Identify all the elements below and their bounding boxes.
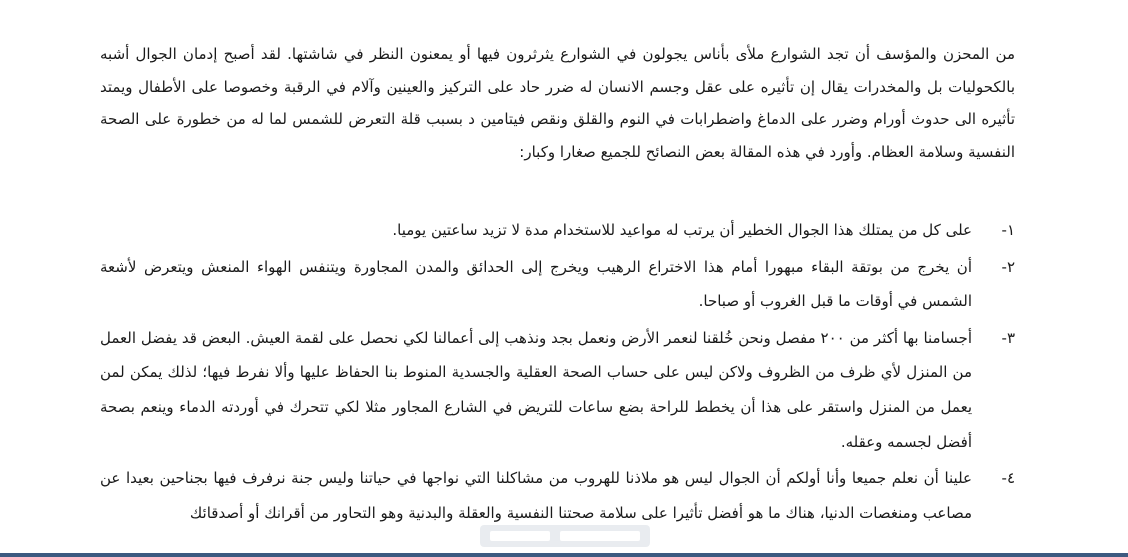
list-item-number: ٤- <box>1001 469 1015 488</box>
list-item-text[interactable]: أن يخرج من بوتقة البقاء مبهورا أمام هذا الاختراع الرهيب ويخرج إلى الحدائق والمدن المجاورة ويتنفس الهواء المنعش ويتعرض لأشعة الشمس في أوقات ما قبل الغروب أو صباحا. <box>100 257 972 311</box>
list-item[interactable] <box>100 213 1015 248</box>
list-item-text[interactable]: علينا أن نعلم جميعا وأنا أولكم أن الجوال ليس هو ملاذنا للهروب من مشاكلنا التي نواجها في حياتنا وليس جنة نرفرف فيها بجناحين بعيدا عن مصاعب ومنغصات الدنيا، هناك ما هو أفضل تأثيرا على سلامة صحتنا النفسية والعقلة والبدنية وهو التحاور من أقرانك أو أصدقائك <box>100 469 972 522</box>
list-item-number: ٣- <box>1001 328 1015 347</box>
list-item[interactable] <box>100 321 1015 459</box>
window-bottom-border <box>0 553 1128 557</box>
list-item-text[interactable]: أجسامنا بها أكثر من ٢٠٠ مفصل ونحن خُلقنا لنعمر الأرض ونعمل بجد ونذهب إلى أعمالنا لكي نحصل على لقمة العيش. البعض قد يفضل العمل من المنزل لأي ظرف من الظروف ولاكن ليس على حساب الصحة العقلية والجسدية المنوط بنا الحفاظ عليها وألا نفرط فيها؛ لذلك يمكن لمن يعمل من المنزل واستقر على هذا أن يخطط للراحة بضع ساعات للتريض في الشارع المجاور مثلا لكي تتحرك في أوردته الدماء وينعم بصحة أفضل لجسمه وعقله. <box>100 328 972 451</box>
list-item[interactable] <box>100 461 1015 530</box>
list-item-number: ٢- <box>1001 257 1015 276</box>
list-item-text[interactable]: على كل من يمتلك هذا الجوال الخطير أن يرتب له مواعيد للاستخدام مدة لا تزيد ساعتين يوميا. <box>392 221 972 239</box>
advice-list <box>100 213 1015 532</box>
list-item-number: ١- <box>1001 221 1015 239</box>
list-item[interactable] <box>100 250 1015 319</box>
intro-text[interactable]: من المحزن والمؤسف أن تجد الشوارع ملأى بأناس يجولون في الشوارع يثرثرون فيها أو يمعنون النظر في شاشتها. لقد أصبح إدمان الجوال أشبه بالكحوليات بل والمخدرات يقال إن تأثيره على عقل وجسم الانسان له ضرر حاد على التركيز والعينين وآلام في الرقبة وخصوصا على الأطفال ويمتد تأثيره الى حدوث أورام وضرر على الدماغ واضطرابات في النوم والقلق ونقص فيتامين د بسبب قلة التعرض للشمس لما له من خطورة على الصحة النفسية وسلامة العظام. وأورد في هذه المقالة بعض النصائح للجميع صغارا وكبار: <box>100 45 1015 161</box>
watermark-logo-icon <box>480 521 650 551</box>
intro-paragraph[interactable] <box>100 38 1015 168</box>
